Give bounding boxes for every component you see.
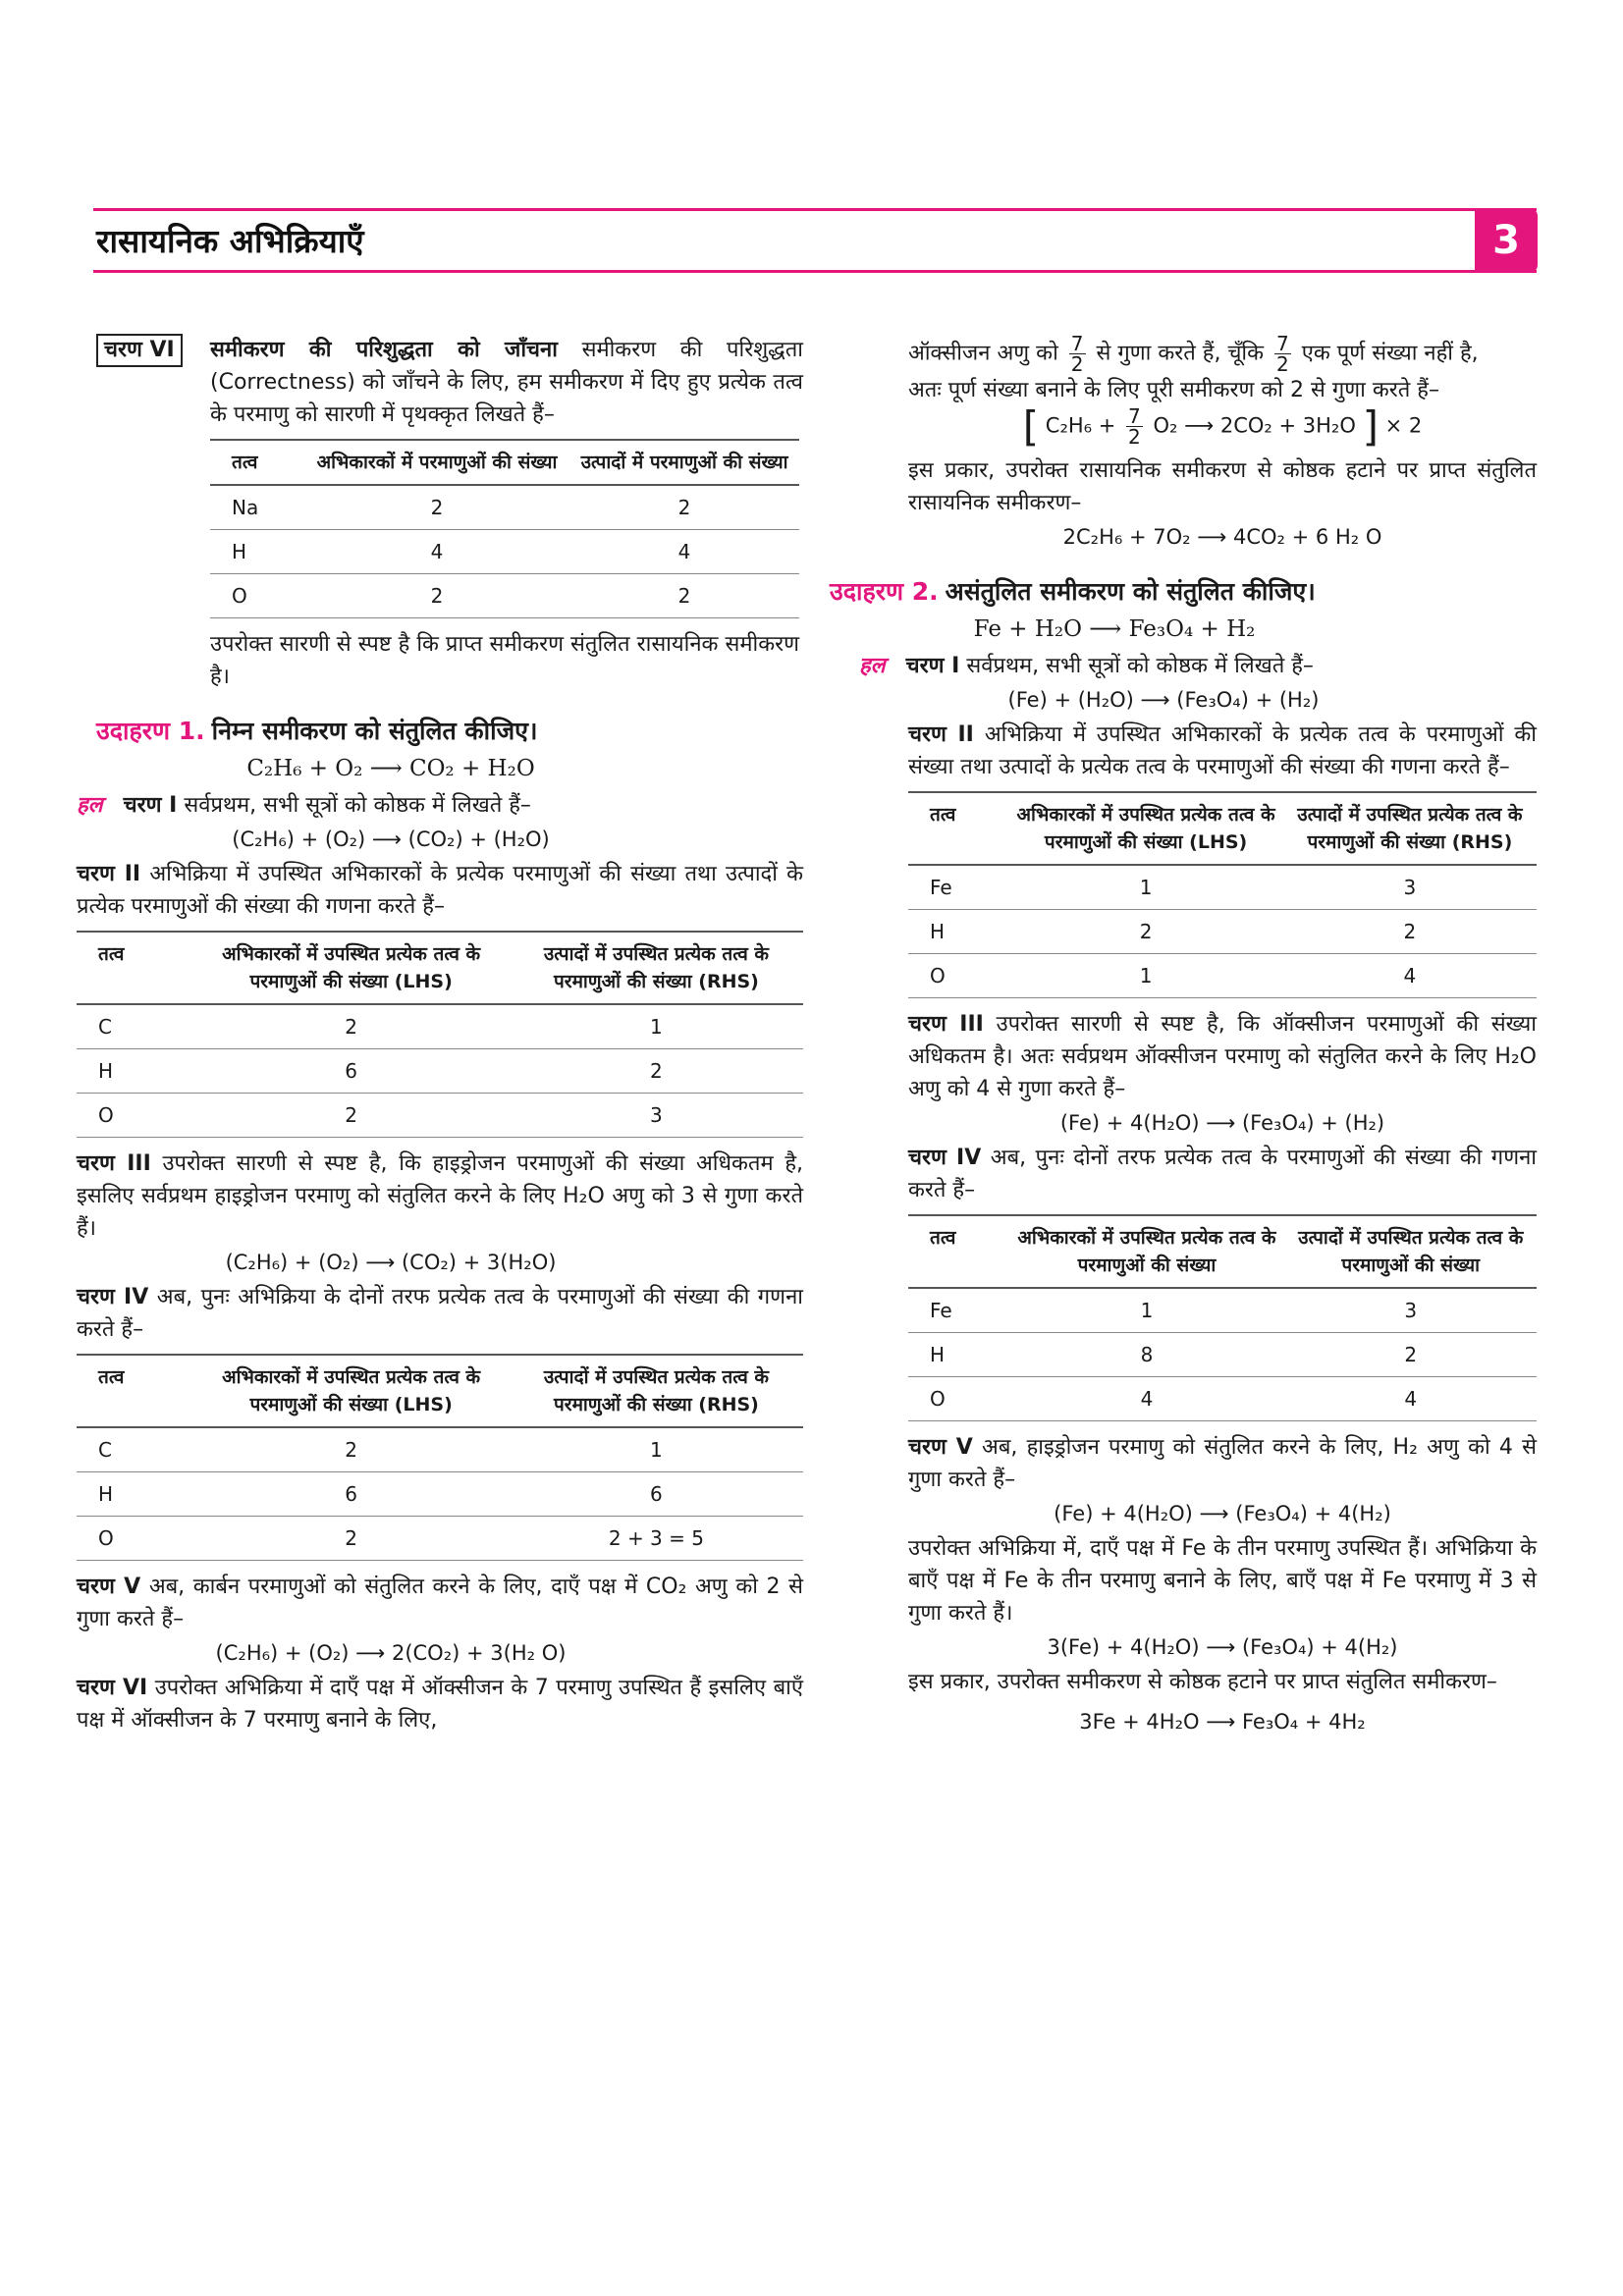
table-row (77, 1049, 803, 1094)
table-row (77, 1094, 803, 1138)
table-row (908, 865, 1537, 910)
table-cell: H (908, 910, 1008, 954)
step-label: चरण IV (908, 1146, 982, 1170)
step6-heading: समीकरण की परिशुद्धता को जाँचना (210, 338, 558, 362)
text: C₂H₆ + (1045, 413, 1116, 438)
table-row (908, 1333, 1537, 1377)
ex1-step3 (77, 1148, 803, 1245)
equation-final-ex2: 3Fe + 4H₂O ⟶ Fe₃O₄ + 4H₂ (1079, 1710, 1366, 1734)
text: एक पूर्ण संख्या नहीं है, (1301, 341, 1479, 366)
ex1-step6 (77, 1672, 803, 1736)
step-label: चरण III (908, 1012, 984, 1037)
table-header: तत्व (210, 440, 304, 485)
table-cell: 4 (304, 530, 569, 574)
equation-final-ex1: 2C₂H₆ + 7O₂ ⟶ 4CO₂ + 6 H₂ O (1062, 525, 1382, 549)
right-bracket: ] (1362, 402, 1379, 451)
text: ऑक्सीजन अणु को (908, 341, 1058, 366)
table-cell: H (908, 1333, 1008, 1377)
ex2-step4 (908, 1142, 1537, 1206)
table-ex2-initial (908, 791, 1537, 998)
step-label: चरण I (123, 793, 178, 818)
step-text: उपरोक्त सारणी से स्पष्ट है, कि हाइड्रोजन परमाणुओं की संख्या अधिकतम है, इसलिए सर्वप्रथम हाइड्रोजन परमाणु को संतुलित करने के लिए H₂O अणु को 3 से गुणा करते हैं। (77, 1151, 803, 1241)
table-header: उत्पादों में परमाणुओं की संख्या (569, 440, 799, 485)
table-cell: O (210, 574, 304, 618)
table-cell: 2 (1283, 910, 1537, 954)
table-atoms-na-h-o (210, 439, 799, 618)
table-cell: 2 (192, 1004, 509, 1049)
equation: (Fe) + 4(H₂O) ⟶ (Fe₃O₄) + (H₂) (1059, 1111, 1385, 1135)
header-top-rule (93, 208, 1537, 211)
table-header: उत्पादों में उपस्थित प्रत्येक तत्व के परमाणुओं की संख्या (RHS) (510, 932, 803, 1004)
text: अतः पूर्ण संख्या बनाने के लिए पूरी समीकरण को 2 से गुणा करते हैं– (908, 378, 1439, 402)
page-number: 3 (1475, 208, 1538, 273)
equation: (C₂H₆) + (O₂) ⟶ (CO₂) + 3(H₂O) (225, 1251, 557, 1274)
table-cell: 1 (1008, 1288, 1284, 1333)
step-text: अब, कार्बन परमाणुओं को संतुलित करने के लिए, दाएँ पक्ष में CO₂ अणु को 2 से गुणा करते हैं– (77, 1575, 804, 1631)
table-row (908, 1288, 1537, 1333)
table-cell: 2 (192, 1094, 509, 1138)
fraction-seven-halves (1069, 334, 1086, 374)
table-ex2-recount (908, 1214, 1537, 1421)
ex1-step6-continued (908, 334, 1537, 374)
fraction-numerator: 7 (1128, 404, 1141, 428)
table-header: अभिकारकों में परमाणुओं की संख्या (304, 440, 569, 485)
fraction-denominator: 2 (1128, 425, 1141, 449)
table-row (77, 1472, 803, 1517)
table-cell: O (908, 1377, 1008, 1421)
table-row (77, 1004, 803, 1049)
table-cell: Na (210, 485, 304, 530)
table-cell: 2 (1285, 1333, 1537, 1377)
table-header: अभिकारकों में उपस्थित प्रत्येक तत्व के परमाणुओं की संख्या (1008, 1215, 1284, 1288)
fraction-denominator: 2 (1276, 352, 1289, 376)
step-label: चरण VI (77, 1676, 148, 1700)
table-cell: 4 (1008, 1377, 1284, 1421)
table-row (77, 1427, 803, 1472)
equation: 3(Fe) + 4(H₂O) ⟶ (Fe₃O₄) + 4(H₂) (1047, 1635, 1398, 1659)
table-row (210, 485, 799, 530)
table-cell: 6 (192, 1049, 509, 1094)
solution-label: हल (77, 793, 103, 818)
step-label: चरण II (77, 862, 141, 886)
text: इस प्रकार, उपरोक्त समीकरण से कोष्ठक हटाने पर प्राप्त संतुलित समीकरण– (908, 1670, 1497, 1694)
conclusion-text: उपरोक्त सारणी से स्पष्ट है कि प्राप्त समीकरण संतुलित रासायनिक समीकरण है। (210, 632, 799, 689)
example2-equation: Fe + H₂O ⟶ Fe₃O₄ + H₂ (973, 616, 1256, 642)
step-text: उपरोक्त सारणी से स्पष्ट है, कि ऑक्सीजन परमाणुओं की संख्या अधिकतम है। अतः सर्वप्रथम ऑक्सीजन परमाणु को संतुलित करने के लिए H₂O अणु को 4 से गुणा करते हैं– (908, 1012, 1538, 1101)
table-header: तत्व (908, 1215, 1008, 1288)
table-cell: 2 (510, 1049, 803, 1094)
table-cell: 3 (510, 1094, 803, 1138)
step-label: चरण I (905, 654, 960, 678)
ex1-step2 (77, 858, 803, 923)
table-cell: O (908, 954, 1008, 998)
table-cell: 2 (192, 1427, 509, 1472)
table-cell: 1 (1008, 865, 1282, 910)
ex1-step5 (77, 1571, 803, 1635)
right-column (830, 332, 1538, 1740)
ex1-step1 (77, 789, 803, 822)
table-cell: C (77, 1004, 192, 1049)
step6-section (96, 334, 803, 431)
table-row (908, 910, 1537, 954)
step6-text: समीकरण की परिशुद्धता (Correctness) को जाँचने के लिए, हम समीकरण में दिए हुए प्रत्येक तत्व के परमाणु को सारणी में पृथक्कृत लिखते हैं– (210, 338, 803, 427)
table-cell: 2 (569, 485, 799, 530)
table-cell: 2 (192, 1517, 509, 1561)
step-label: चरण III (77, 1151, 151, 1176)
ex2-step5 (908, 1431, 1537, 1496)
step-text: अब, पुनः दोनों तरफ प्रत्येक तत्व के परमाणुओं की संख्या की गणना करते हैं– (908, 1146, 1538, 1202)
step-label: चरण V (77, 1575, 141, 1599)
step-text: सर्वप्रथम, सभी सूत्रों को कोष्ठक में लिखते हैं– (966, 654, 1314, 678)
table-row (908, 954, 1537, 998)
bracketed-equation (908, 402, 1537, 451)
table-cell: C (77, 1427, 192, 1472)
table-header: उत्पादों में उपस्थित प्रत्येक तत्व के परमाणुओं की संख्या (1285, 1215, 1537, 1288)
left-column (77, 334, 804, 1736)
table-header: उत्पादों में उपस्थित प्रत्येक तत्व के परमाणुओं की संख्या (RHS) (510, 1355, 803, 1427)
table-cell: 8 (1008, 1333, 1284, 1377)
table-ex1-initial (77, 931, 803, 1138)
step6-label: चरण VI (96, 334, 183, 367)
step-text: अब, पुनः अभिक्रिया के दोनों तरफ प्रत्येक तत्व के परमाणुओं की संख्या की गणना करते हैं– (77, 1285, 803, 1342)
table-cell: H (77, 1472, 192, 1517)
table-header: अभिकारकों में उपस्थित प्रत्येक तत्व के परमाणुओं की संख्या (LHS) (192, 1355, 509, 1427)
table-header: अभिकारकों में उपस्थित प्रत्येक तत्व के परमाणुओं की संख्या (LHS) (192, 932, 509, 1004)
table-ex1-recount (77, 1354, 803, 1561)
step-label: चरण V (908, 1435, 973, 1460)
text: उपरोक्त अभिक्रिया में, दाएँ पक्ष में Fe के तीन परमाणु उपस्थित हैं। अभिक्रिया के बाएँ पक्ष में Fe के तीन परमाणु बनाने के लिए, बाएँ पक्ष में Fe परमाणु में 3 से गुणा करते हैं। (908, 1536, 1537, 1626)
table-cell: O (77, 1094, 192, 1138)
text: से गुणा करते हैं, चूँकि (1096, 341, 1265, 366)
table-header: तत्व (908, 792, 1008, 865)
solution-label: हल (859, 654, 886, 678)
table-cell: Fe (908, 865, 1008, 910)
table-cell: 6 (510, 1472, 803, 1517)
chapter-title: रासायनिक अभिक्रियाएँ (96, 222, 364, 260)
table-cell: H (210, 530, 304, 574)
example2-title: असंतुलित समीकरण को संतुलित कीजिए। (945, 577, 1316, 606)
fraction-seven-halves (1126, 406, 1143, 447)
table-cell: 2 (569, 574, 799, 618)
step-text: अब, हाइड्रोजन परमाणु को संतुलित करने के लिए, H₂ अणु को 4 से गुणा करते हैं– (908, 1435, 1537, 1492)
ex2-step1 (859, 650, 1537, 682)
example2-label: उदाहरण 2. (830, 577, 939, 606)
table-cell: 2 (304, 485, 569, 530)
left-bracket: [ (1022, 402, 1040, 451)
equation: (Fe) + (H₂O) ⟶ (Fe₃O₄) + (H₂) (1007, 688, 1320, 712)
fraction-seven-halves (1274, 334, 1291, 374)
table-cell: Fe (908, 1288, 1008, 1333)
table-cell: 4 (1285, 1377, 1537, 1421)
table-row (77, 1517, 803, 1561)
fraction-numerator: 7 (1070, 332, 1084, 355)
example1-label: उदाहरण 1. (96, 717, 205, 745)
table-header: तत्व (77, 1355, 192, 1427)
equation: (C₂H₆) + (O₂) ⟶ (CO₂) + (H₂O) (232, 828, 550, 851)
table-cell: 3 (1283, 865, 1537, 910)
ex2-step2 (908, 719, 1537, 783)
table-cell: O (77, 1517, 192, 1561)
table-cell: 3 (1285, 1288, 1537, 1333)
table-header: तत्व (77, 932, 192, 1004)
table-row (908, 1377, 1537, 1421)
ex2-step3 (908, 1008, 1537, 1105)
step6-paragraph (210, 334, 803, 431)
equation: (Fe) + 4(H₂O) ⟶ (Fe₃O₄) + 4(H₂) (1054, 1502, 1391, 1525)
fraction-numerator: 7 (1276, 332, 1289, 355)
example1-heading (96, 715, 803, 749)
table-cell: H (77, 1049, 192, 1094)
table-cell: 4 (1283, 954, 1537, 998)
step-text: उपरोक्त अभिक्रिया में दाएँ पक्ष में ऑक्सीजन के 7 परमाणु उपस्थित हैं इसलिए बाएँ पक्ष में ऑक्सीजन के 7 परमाणु बनाने के लिए, (77, 1676, 803, 1733)
table-cell: 1 (510, 1427, 803, 1472)
table-cell: 1 (510, 1004, 803, 1049)
text: × 2 (1384, 413, 1423, 438)
step-text: सर्वप्रथम, सभी सूत्रों को कोष्ठक में लिखते हैं– (184, 793, 531, 818)
table-cell: 4 (569, 530, 799, 574)
step-label: चरण IV (77, 1285, 149, 1309)
example1-title: निम्न समीकरण को संतुलित कीजिए। (211, 717, 538, 745)
table-header: उत्पादों में उपस्थित प्रत्येक तत्व के परमाणुओं की संख्या (RHS) (1283, 792, 1537, 865)
table-cell: 2 (1008, 910, 1282, 954)
step-text: अभिक्रिया में उपस्थित अभिकारकों के प्रत्येक तत्व के परमाणुओं की संख्या तथा उत्पादों के प्रत्येक तत्व के परमाणुओं की संख्या की गणना करते हैं– (908, 722, 1538, 779)
table-cell: 2 (304, 574, 569, 618)
table-row (210, 530, 799, 574)
header-bottom-rule (93, 270, 1537, 273)
table-cell: 6 (192, 1472, 509, 1517)
text: इस प्रकार, उपरोक्त रासायनिक समीकरण से कोष्ठक हटाने पर प्राप्त संतुलित रासायनिक समीकरण– (908, 458, 1537, 515)
example1-equation: C₂H₆ + O₂ ⟶ CO₂ + H₂O (246, 756, 535, 781)
table-cell: 1 (1008, 954, 1282, 998)
step-label: चरण II (908, 722, 974, 747)
equation: (C₂H₆) + (O₂) ⟶ 2(CO₂) + 3(H₂ O) (215, 1641, 567, 1665)
example2-heading (830, 575, 1537, 610)
table-cell: 2 + 3 = 5 (510, 1517, 803, 1561)
table-header: अभिकारकों में उपस्थित प्रत्येक तत्व के परमाणुओं की संख्या (LHS) (1008, 792, 1282, 865)
ex1-step4 (77, 1281, 803, 1346)
fraction-denominator: 2 (1070, 352, 1084, 376)
table-row (210, 574, 799, 618)
text: O₂ ⟶ 2CO₂ + 3H₂O (1153, 413, 1356, 438)
step-text: अभिक्रिया में उपस्थित अभिकारकों के प्रत्येक परमाणुओं की संख्या तथा उत्पादों के प्रत्येक परमाणुओं की संख्या की गणना करते हैं– (77, 862, 803, 919)
